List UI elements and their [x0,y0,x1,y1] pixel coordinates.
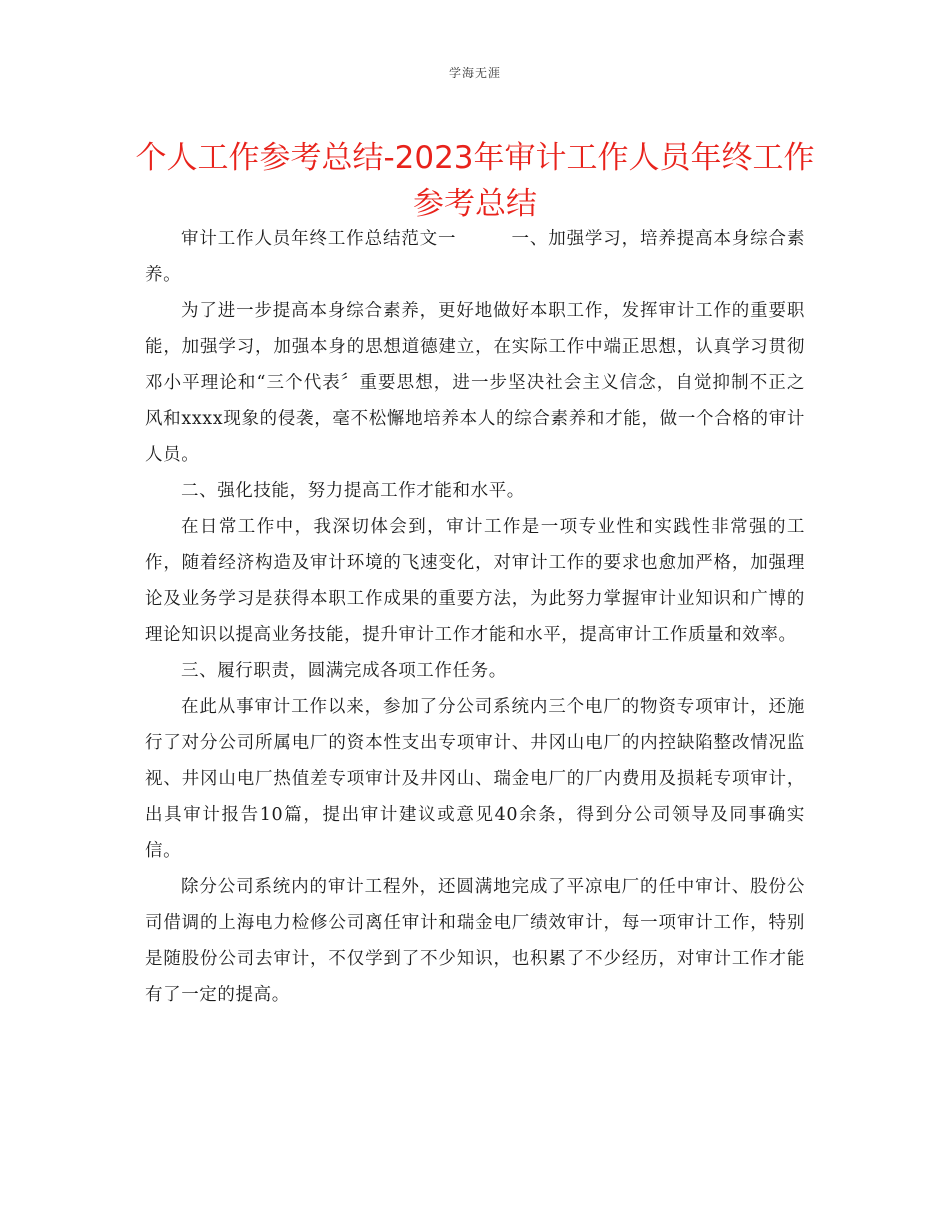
document-title: 个人工作参考总结-2023年审计工作人员年终工作参考总结 [135,140,815,222]
paragraph: 三、履行职责，圆满完成各项工作任务。 [181,661,507,681]
paragraph: 在日常工作中，我深切体会到，审计工作是一项专业性和实践性非常强的工作，随着经济构造及审计环境的飞速变化，对审计工作的要求也愈加严格，加强理论及业务学习是获得本职工作成果的重要方法，为此努力掌握审计业知识和广博的理论知识以提高业务技能，提升审计工作才能和水平，提高审计工作质量和效率。 [145,517,805,645]
paragraph: 为了进一步提高本身综合素养，更好地做好本职工作，发挥审计工作的重要职能，加强学习，加强本身的思想道德建立，在实际工作中端正思想，认真学习贯彻邓小平理论和“三个代表〞重要思想，进一步坚决社会主义信念，自觉抑制不正之风和xxxx现象的侵袭，毫不松懈地培养本人的综合素养和才能，做一个合格的审计人员。 [145,301,805,465]
page-header: 学海无涯 [448,66,501,80]
document-body [145,221,805,1013]
paragraph: 审计工作人员年终工作总结范文一 一、加强学习，培养提高本身综合素养。 [145,229,805,285]
paragraph: 二、强化技能，努力提高工作才能和水平。 [181,481,525,501]
paragraph: 除分公司系统内的审计工程外，还圆满地完成了平凉电厂的任中审计、股份公司借调的上海电力检修公司离任审计和瑞金电厂绩效审计，每一项审计工作，特别是随股份公司去审计，不仅学到了不少知识，也积累了不少经历，对审计工作才能有了一定的提高。 [145,877,805,1005]
paragraph: 在此从事审计工作以来，参加了分公司系统内三个电厂的物资专项审计，还施行了对分公司所属电厂的资本性支出专项审计、井冈山电厂的内控缺陷整改情况监视、井冈山电厂热值差专项审计及井冈山、瑞金电厂的厂内费用及损耗专项审计，出具审计报告10篇，提出审计建议或意见40余条，得到分公司领导及同事确实信。 [145,697,805,861]
